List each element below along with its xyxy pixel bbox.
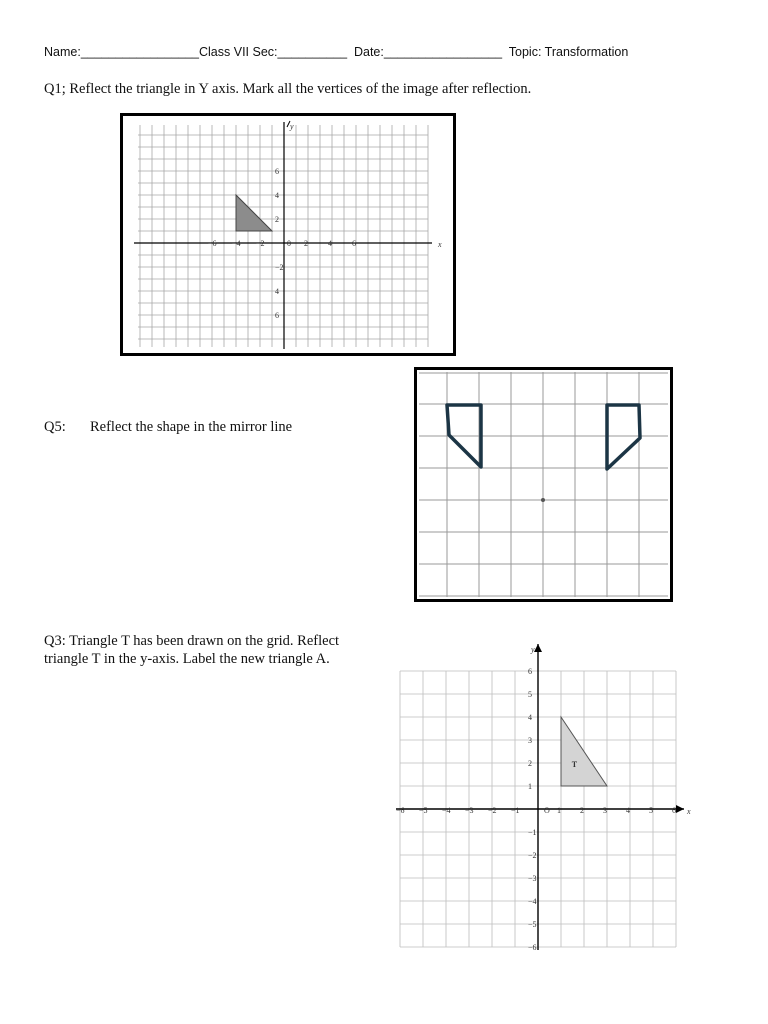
x-tick-label: −6 xyxy=(396,806,405,815)
x-tick-label: 6 xyxy=(352,239,356,248)
name-field: Name:_________________ xyxy=(44,45,199,59)
y-tick-label: −2 xyxy=(528,851,537,860)
x-tick-label: −1 xyxy=(511,806,520,815)
y-tick-label: 3 xyxy=(528,736,532,745)
x-tick-label: 0 xyxy=(287,239,291,248)
y-tick-label: 2 xyxy=(275,215,279,224)
y-tick-label: 6 xyxy=(275,311,279,320)
date-field: Date:_________________ xyxy=(353,45,503,59)
q1-graph xyxy=(120,113,456,356)
x-axis-label: x xyxy=(438,240,442,249)
y-tick-label: −5 xyxy=(528,920,537,929)
y-axis-label: y xyxy=(290,122,294,131)
y-tick-label: 5 xyxy=(528,690,532,699)
y-tick-label: 6 xyxy=(528,667,532,676)
x-tick-label: 6 xyxy=(672,806,676,815)
x-tick-label: 2 xyxy=(580,806,584,815)
y-axis-label: y xyxy=(531,645,535,654)
y-tick-label: −2 xyxy=(275,263,284,272)
question-5-text: Reflect the shape in the mirror line xyxy=(90,419,293,435)
x-tick-label: −4 xyxy=(442,806,451,815)
x-tick-label: −6 xyxy=(208,239,217,248)
q5-grid xyxy=(414,367,673,602)
x-tick-label: 2 xyxy=(304,239,308,248)
x-tick-label: −2 xyxy=(488,806,497,815)
x-tick-label: 1 xyxy=(557,806,561,815)
x-tick-label: 4 xyxy=(328,239,332,248)
y-tick-label: 4 xyxy=(275,191,279,200)
x-tick-label: −3 xyxy=(465,806,474,815)
y-tick-label: −4 xyxy=(528,897,537,906)
x-tick-label: 5 xyxy=(649,806,653,815)
x-tick-label: 3 xyxy=(603,806,607,815)
class-field: Class VII Sec:__________ xyxy=(199,45,348,59)
y-tick-label: −3 xyxy=(528,874,537,883)
y-tick-label: 1 xyxy=(528,782,532,791)
x-tick-label: 4 xyxy=(626,806,630,815)
x-tick-label: −5 xyxy=(419,806,428,815)
question-3-text: Q3: Triangle T has been drawn on the grid. Reflect triangle T in the y-axis. Label the new triangle A. xyxy=(44,633,340,667)
mirror-point xyxy=(541,498,545,502)
x-tick-label: −4 xyxy=(232,239,241,248)
topic-label: Topic: Transformation xyxy=(508,45,629,59)
y-tick-label: 4 xyxy=(275,287,279,296)
y-tick-label: −1 xyxy=(528,828,537,837)
triangle-t-label: T xyxy=(571,760,578,769)
y-tick-label: −6 xyxy=(528,943,537,952)
y-tick-label: 6 xyxy=(275,167,279,176)
x-axis-label: x xyxy=(687,807,691,816)
x-tick-label: −2 xyxy=(256,239,265,248)
y-tick-label: 2 xyxy=(528,759,532,768)
y-tick-label: 4 xyxy=(528,713,532,722)
x-tick-label: O xyxy=(544,806,550,815)
question-1-text: Q1; Reflect the triangle in Y axis. Mark all the vertices of the image after reflection. xyxy=(44,81,532,97)
worksheet-header xyxy=(44,45,628,59)
question-5-label: Q5: xyxy=(44,419,66,435)
q3-graph xyxy=(392,640,692,956)
